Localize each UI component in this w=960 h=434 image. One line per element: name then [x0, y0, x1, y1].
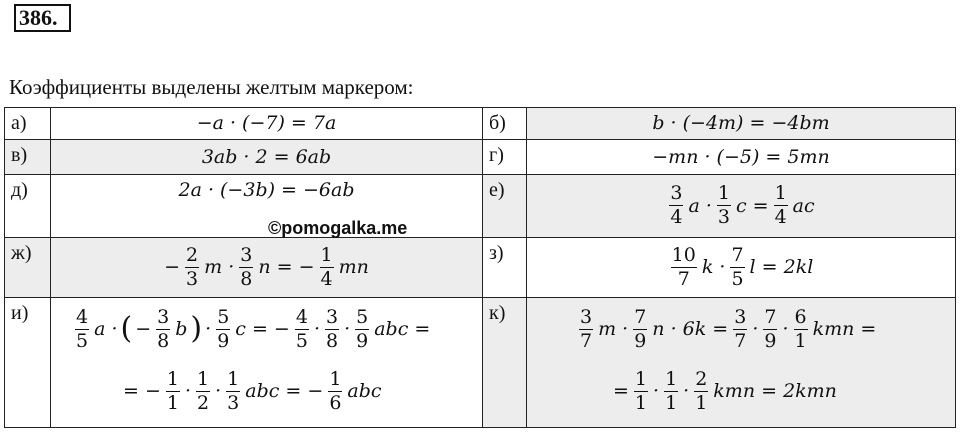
expr-g: −mn · (−5) = 5mn [527, 140, 956, 175]
label-a: а) [5, 108, 51, 140]
label-b: б) [483, 108, 527, 140]
label-v: в) [5, 140, 51, 175]
watermark: ©pomogalka.me [268, 218, 408, 238]
expr-z: $\frac{10}{7}$ k · $\frac{7}{5}$ l = 2kl [527, 238, 956, 298]
expr-i: $\frac{4}{5}$ a · ( − $\frac{3}{8}$ b ) · $\frac{5}{9}$ c = − $\frac{4}{5}$ · $\frac{3}{8}$ · $\frac{5}{9}$ abc = = − $\frac{1}{1}$ · $\frac{1}{2}$ · $\frac{1}{3}$ abc = − $\frac{1}{6}$ abc [51, 298, 483, 428]
coefficients-table [4, 107, 956, 428]
intro-text: Коэффициенты выделены желтым маркером: [9, 75, 414, 99]
expr-v: 3ab · 2 = 6ab [51, 140, 483, 175]
label-e: е) [483, 175, 527, 238]
label-zh: ж) [5, 238, 51, 298]
table-row [5, 175, 956, 238]
table-row [5, 298, 956, 428]
label-d: д) [5, 175, 51, 238]
label-g: г) [483, 140, 527, 175]
expr-k: $\frac{3}{7}$ m · $\frac{7}{9}$ n · 6k = $\frac{3}{7}$ · $\frac{7}{9}$ · $\frac{6}{1}$ kmn = = $\frac{1}{1}$ · $\frac{1}{1}$ · $\frac{2}{1}$ kmn = 2kmn [527, 298, 956, 428]
expr-b: b · (−4m) = −4bm [527, 108, 956, 140]
table-row [5, 140, 956, 175]
problem-number: 386. [14, 4, 71, 32]
label-k: к) [483, 298, 527, 428]
expr-d: 2a · (−3b) = −6ab [51, 175, 483, 238]
table-row [5, 108, 956, 140]
label-z: з) [483, 238, 527, 298]
label-i: и) [5, 298, 51, 428]
expr-a: −a · (−7) = 7a [51, 108, 483, 140]
table-row [5, 238, 956, 298]
expr-zh: − $\frac{2}{3}$ m · $\frac{3}{8}$ n = − $\frac{1}{4}$ mn [51, 238, 483, 298]
expr-e: $\frac{3}{4}$ a · $\frac{1}{3}$ c = $\frac{1}{4}$ ac [527, 175, 956, 238]
